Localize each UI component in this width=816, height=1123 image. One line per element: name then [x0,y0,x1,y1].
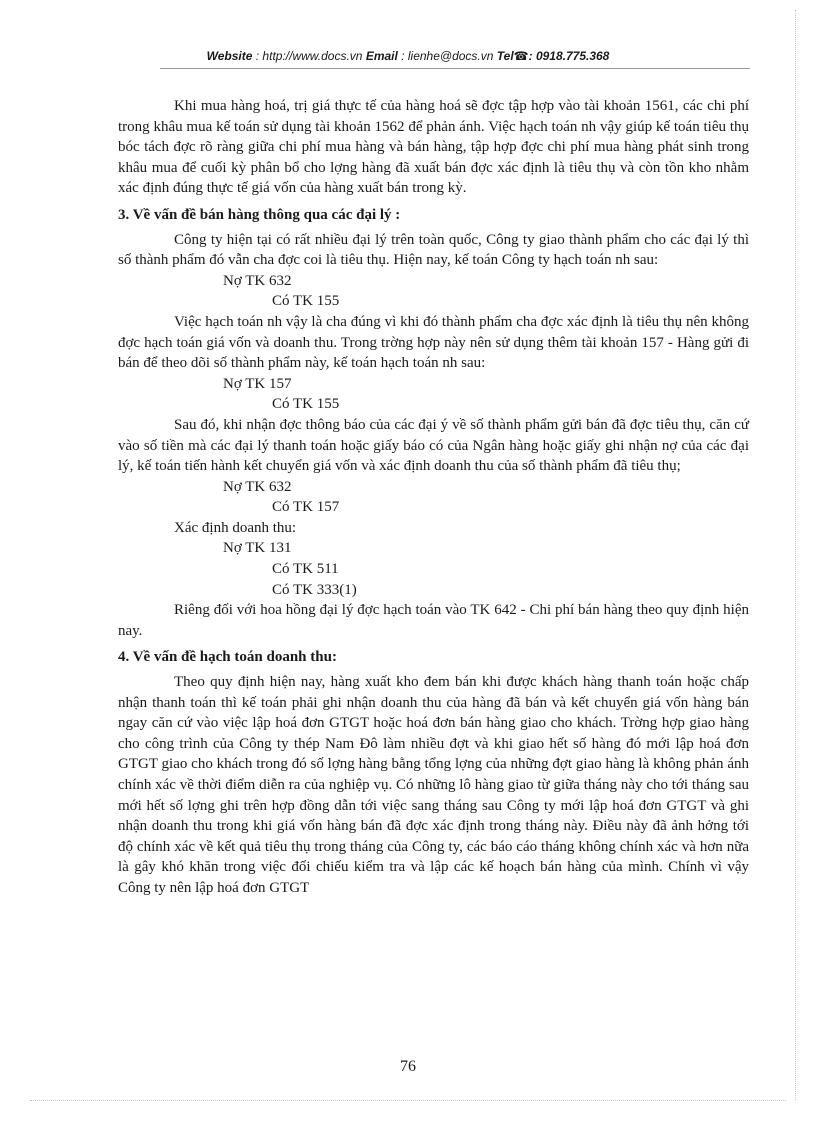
document-body [118,96,749,899]
website-link[interactable]: : http://www.docs.vn [255,49,363,63]
entry-debit: Nợ TK 131 [223,540,292,557]
website-label: Website [206,49,253,63]
section-heading-3: 3. Về vấn đề bán hàng thông qua các đại lý : [118,206,401,223]
entry-credit: Có TK 333(1) [272,581,357,598]
paragraph-purchase-accounting: Khi mua hàng hoá, trị giá thực tế của hàng hoá sẽ đợc tập hợp vào tài khoản 1561, các chi phí trong khâu mua kế toán sử dụng tài khoản 1562 để phản ánh. Việc hạch toán nh vậy giúp kế toán tiêu thụ bóc tách đợc rõ ràng giữa chi phí mua hàng và bán hàng, tập hợp đợc chi phí mua hàng phát sinh trong khâu mua để cuối kỳ phân bổ cho lợng hàng đã xuất bán đợc xác định là tiêu thụ và còn tồn kho nhằm xác định đúng thực tế giá vốn của hàng xuất bán trong kỳ. [118,98,749,197]
bottom-page-border [30,1100,786,1101]
entry-debit: Nợ TK 632 [223,478,292,495]
page-header [0,49,816,63]
paragraph-commission: Riêng đối với hoa hồng đại lý đợc hạch toán vào TK 642 - Chi phí bán hàng theo quy định hiện nay. [118,602,749,639]
entry-debit: Nợ TK 632 [223,272,292,289]
header-divider [160,68,750,69]
tel-value: ☎: 0918.775.368 [513,49,610,63]
entry-debit: Nợ TK 157 [223,375,292,392]
entry-credit: Có TK 157 [272,499,340,516]
paragraph-agents-intro: Công ty hiện tại có rất nhiều đại lý trên toàn quốc, Công ty giao thành phẩm cho các đại lý thì số thành phẩm đó vẫn cha đợc coi là tiêu thụ. Hiện nay, kế toán Công ty hạch toán nh sau: [118,231,749,269]
entry-credit: Có TK 155 [272,293,340,310]
page-number: 76 [400,1058,416,1075]
paragraph-revenue-accounting: Theo quy định hiện nay, hàng xuất kho đem bán khi được khách hàng thanh toán hoặc chấp nhận thanh toán thì kế toán phải ghi nhận doanh thu của hàng đã bán và kết chuyển giá vốn hàng bán ngay căn cứ vào việc lập hoá đơn GTGT hoặc hoá đơn bán hàng giao cho khách. Trờng hợp giao hàng cho công trình của Công ty thép Nam Đô làm nhiều đợt và khi giao hết số hàng đó mới lập hoá đơn GTGT giao cho khách trong đó số lợng hàng bằng tổng lợng của những đợt giao hàng là không phản ánh chính xác về thời điểm diễn ra của nghiệp vụ. Có những lô hàng giao từ giữa tháng này cho tới tháng sau mới hết số lợng ghi trên hợp đồng dẫn tới việc sang tháng sau Công ty mới lập hoá đơn GTGT và ghi nhận doanh thu trong khi giá vốn hàng bán đã đợc xác định trong tháng này. Điều này đã ảnh hởng tới độ chính xác về kết quả tiêu thụ trong tháng của Công ty, các báo cáo tháng không chính xác và hơn nữa là gây khó khăn trong việc đối chiếu kiểm tra và lập các kế hoạch bán hàng của mình. Chính vì vậy Công ty nên lập hoá đơn GTGT [118,674,749,896]
email-label: Email [365,49,398,63]
paragraph-revenue-label: Xác định doanh thu: [174,519,297,536]
entry-credit: Có TK 155 [272,396,340,413]
section-heading-4: 4. Về vấn đề hạch toán doanh thu: [118,649,337,666]
entry-credit: Có TK 511 [272,561,339,578]
right-page-border [795,10,796,1100]
paragraph-agents-notice: Sau đó, khi nhận đợc thông báo của các đại ý về số thành phẩm gửi bán đã đợc tiêu thụ, căn cứ vào số tiền mà các đại lý thanh toán hoặc giấy báo có của Ngân hàng hoặc giấy ghi nhận nợ của các đại lý, kế toán tiến hành kết chuyển giá vốn và xác định doanh thu của số thành phẩm đã tiêu thụ; [118,416,749,475]
paragraph-agents-correction: Việc hạch toán nh vậy là cha đúng vì khi đó thành phẩm cha đợc xác định là tiêu thụ nên không đợc hạch toán giá vốn và doanh thu. Trong trờng hợp này nên sử dụng thêm tài khoản 157 - Hàng gửi đi bán để theo dõi số thành phẩm này, kế toán hạch toán nh sau: [118,313,749,372]
email-link[interactable]: : lienhe@docs.vn [401,49,494,63]
tel-label: Tel [496,49,514,63]
